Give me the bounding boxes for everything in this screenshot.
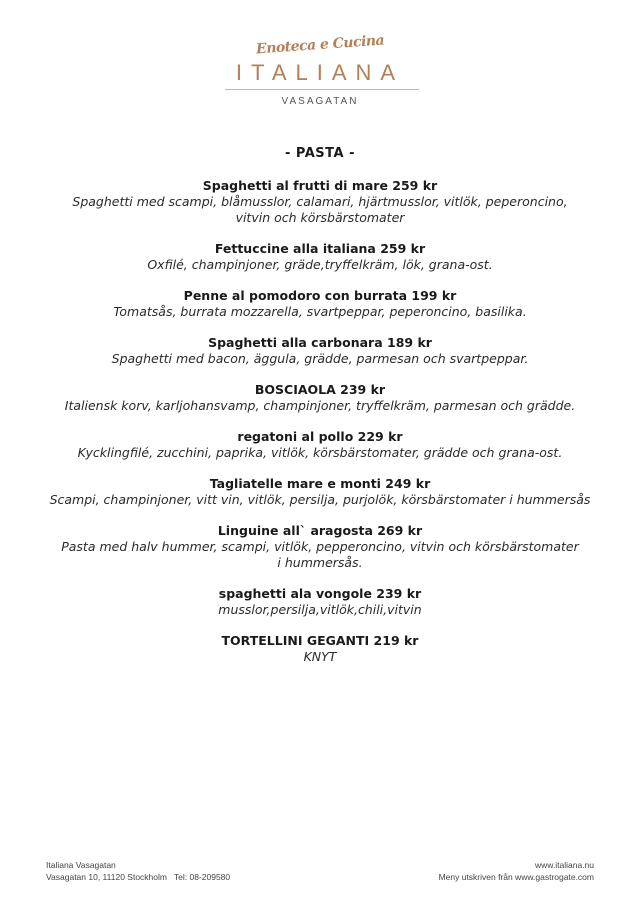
menu-item-description: Oxfilé, champinjoner, gräde,tryffelkräm, lök, grana-ost. xyxy=(147,257,493,272)
menu-item-description: Italiensk korv, karljohansvamp, champinjoner, tryffelkräm, parmesan och grädde. xyxy=(64,398,576,413)
menu-item-name: Spaghetti al frutti di mare 259 kr xyxy=(202,178,438,193)
menu-item-name: regatoni al pollo 229 kr xyxy=(237,429,403,444)
menu-item xyxy=(40,586,600,618)
brand-name: ITALIANA xyxy=(235,60,405,85)
menu-item-name: Spaghetti alla carbonara 189 kr xyxy=(208,335,432,350)
menu-item xyxy=(40,523,600,571)
menu-item-name: Fettuccine alla italiana 259 kr xyxy=(214,241,426,256)
footer-restaurant-name: Italiana Vasagatan xyxy=(46,860,116,870)
menu-item xyxy=(40,429,600,461)
script-logo: Enoteca e Cucina xyxy=(255,32,385,58)
menu-item-description: Pasta med halv hummer, scampi, vitlök, pepperoncino, vitvin och körsbärstomater i hummersås. xyxy=(61,539,579,570)
footer-address: Vasagatan 10, 11120 Stockholm Tel: 08-209580 xyxy=(46,872,231,882)
menu-item-description: Scampi, champinjoner, vitt vin, vitlök, persilja, purjolök, körsbärstomater i hummersås xyxy=(49,492,591,507)
menu-item-description: KNYT xyxy=(303,649,337,664)
menu-item-name: Tagliatelle mare e monti 249 kr xyxy=(209,476,431,491)
location-name: VASAGATAN xyxy=(281,96,359,107)
footer-left xyxy=(46,859,230,883)
footer-right xyxy=(439,859,594,883)
menu-item-description: musslor,persilja,vitlök,chili,vitvin xyxy=(218,602,422,617)
menu-item-description: Spaghetti med scampi, blåmusslor, calamari, hjärtmusslor, vitlök, peperoncino, vitvin och körsbärstomater xyxy=(72,194,568,225)
menu-item xyxy=(40,335,600,367)
menu-item-description: Spaghetti med bacon, äggula, grädde, parmesan och svartpeppar. xyxy=(111,351,529,366)
menu-item xyxy=(40,178,600,226)
menu-item xyxy=(40,288,600,320)
menu-item-name: BOSCIAOLA 239 kr xyxy=(254,382,386,397)
menu-item-name: TORTELLINI GEGANTI 219 kr xyxy=(221,633,419,648)
menu-item-name: spaghetti ala vongole 239 kr xyxy=(218,586,422,601)
menu-item-name: Linguine all` aragosta 269 kr xyxy=(217,523,423,538)
footer-printed-from: Meny utskriven från www.gastrogate.com xyxy=(438,872,594,882)
menu-item-description: Tomatsås, burrata mozzarella, svartpeppar, peperoncino, basilika. xyxy=(113,304,527,319)
footer-website-link[interactable]: www.italiana.nu xyxy=(534,860,594,870)
logo xyxy=(0,32,640,58)
menu-item-description: Kycklingfilé, zucchini, paprika, vitlök, körsbärstomater, grädde och grana-ost. xyxy=(77,445,563,460)
menu-item xyxy=(40,633,600,665)
menu-item xyxy=(40,241,600,273)
menu-item xyxy=(40,382,600,414)
menu-item xyxy=(40,476,600,508)
section-title: - PASTA - xyxy=(284,146,356,161)
menu-list xyxy=(40,178,600,680)
menu-item-name: Penne al pomodoro con burrata 199 kr xyxy=(183,288,457,303)
brand-divider xyxy=(225,89,419,90)
